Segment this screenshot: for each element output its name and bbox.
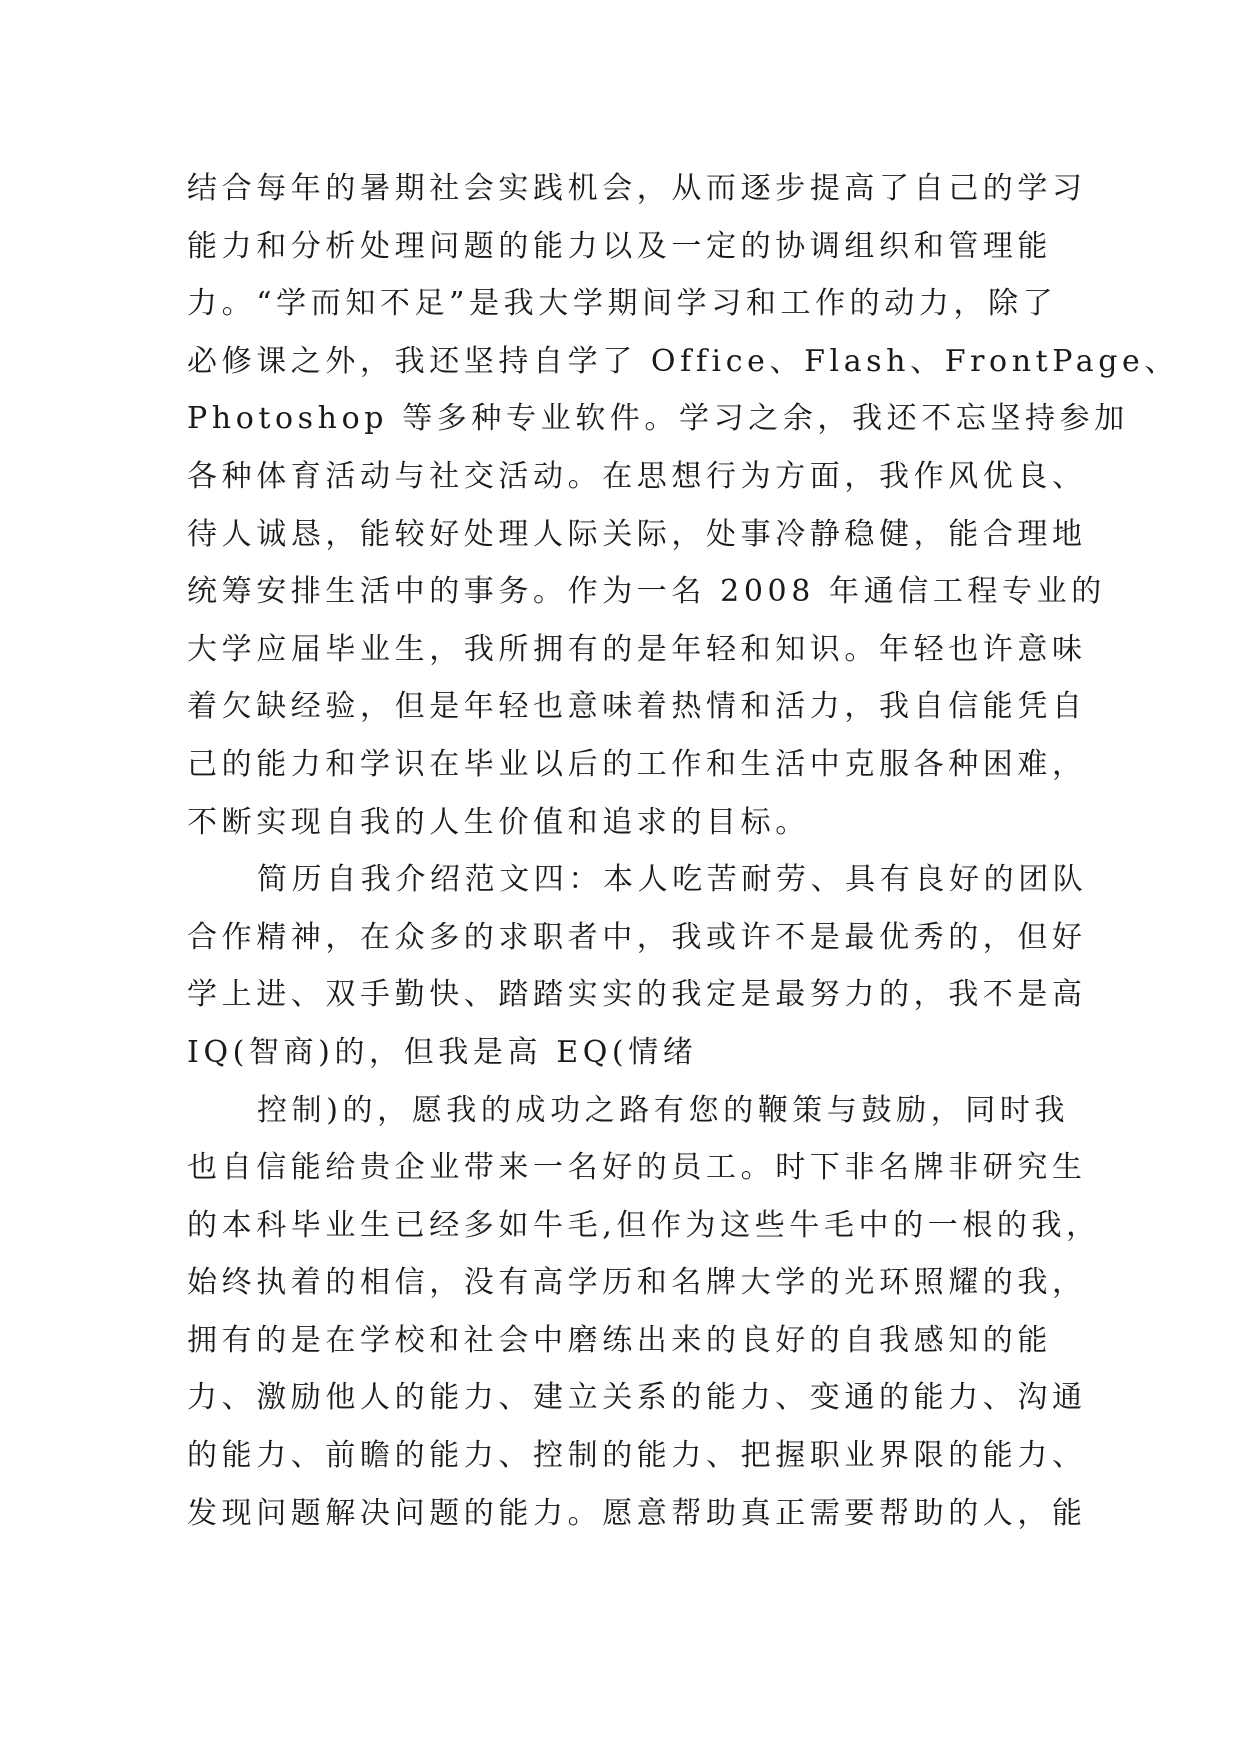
- paragraph-start-line: 简历自我介绍范文四：本人吃苦耐劳、具有良好的团队: [257, 862, 1088, 898]
- text-line: 拥有的是在学校和社会中磨练出来的良好的自我感知的能: [187, 1322, 1052, 1358]
- text-line: 着欠缺经验，但是年轻也意味着热情和活力，我自信能凭自: [187, 689, 1087, 725]
- text-line: 大学应届毕业生，我所拥有的是年轻和知识。年轻也许意味: [187, 631, 1087, 667]
- paragraph-start-line: 控制)的，愿我的成功之路有您的鞭策与鼓励，同时我: [257, 1092, 1070, 1128]
- text-line: 力、激励他人的能力、建立关系的能力、变通的能力、沟通: [187, 1380, 1087, 1416]
- text-line: 各种体育活动与社交活动。在思想行为方面，我作风优良、: [187, 458, 1087, 494]
- text-line: 的本科毕业生已经多如牛毛,但作为这些牛毛中的一根的我，: [187, 1207, 1101, 1243]
- body-text: [187, 160, 1179, 1542]
- text-line: 合作精神，在众多的求职者中，我或许不是最优秀的，但好: [187, 919, 1087, 955]
- text-line: 能力和分析处理问题的能力以及一定的协调组织和管理能: [187, 228, 1052, 264]
- text-line: 不断实现自我的人生价值和追求的目标。: [187, 804, 810, 840]
- text-line: Photoshop 等多种专业软件。学习之余，我还不忘坚持参加: [187, 401, 1129, 437]
- text-line: 力。“学而知不足”是我大学期间学习和工作的动力，除了: [187, 286, 1058, 322]
- text-line: 必修课之外，我还坚持自学了 Office、Flash、FrontPage、: [187, 343, 1179, 379]
- text-line: 发现问题解决问题的能力。愿意帮助真正需要帮助的人，能: [187, 1495, 1087, 1531]
- text-line: 也自信能给贵企业带来一名好的员工。时下非名牌非研究生: [187, 1150, 1087, 1186]
- text-line: 己的能力和学识在毕业以后的工作和生活中克服各种困难，: [187, 746, 1087, 782]
- text-line: 统筹安排生活中的事务。作为一名 2008 年通信工程专业的: [187, 574, 1106, 610]
- text-line: 学上进、双手勤快、踏踏实实的我定是最努力的，我不是高: [187, 977, 1087, 1013]
- text-line: 结合每年的暑期社会实践机会，从而逐步提高了自己的学习: [187, 171, 1087, 206]
- text-line: IQ(智商)的，但我是高 EQ(情绪: [187, 1034, 698, 1070]
- text-line: 的能力、前瞻的能力、控制的能力、把握职业界限的能力、: [187, 1438, 1087, 1474]
- text-line: 待人诚恳，能较好处理人际关际，处事冷静稳健，能合理地: [187, 516, 1087, 552]
- text-line: 始终执着的相信，没有高学历和名牌大学的光环照耀的我，: [187, 1265, 1087, 1301]
